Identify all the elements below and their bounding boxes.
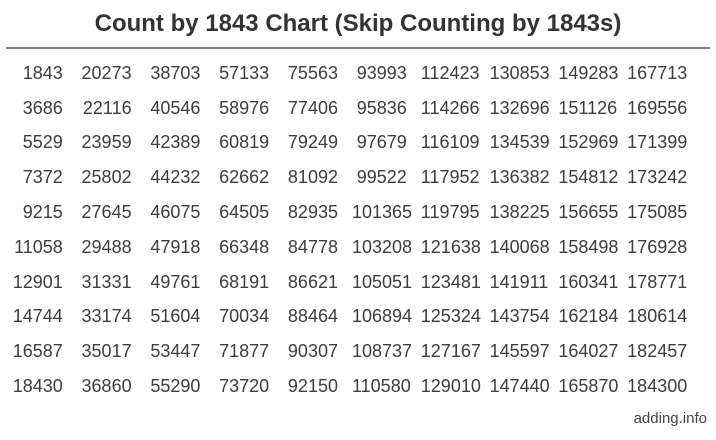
grid-cell: 12901 xyxy=(12,271,63,292)
grid-cell: 25802 xyxy=(81,167,132,188)
grid-cell: 164027 xyxy=(558,341,619,362)
grid-cell: 71877 xyxy=(219,341,270,362)
grid-cell: 145597 xyxy=(489,341,550,362)
footer-site-label: adding.info xyxy=(633,410,707,427)
grid-cell: 158498 xyxy=(558,236,619,257)
grid-cell: 82935 xyxy=(287,202,338,223)
grid-cell: 42389 xyxy=(150,132,201,153)
grid-cell: 151126 xyxy=(558,97,618,118)
grid-cell: 143754 xyxy=(489,306,550,327)
grid-cell: 53447 xyxy=(150,341,201,362)
grid-cell: 60819 xyxy=(219,132,270,153)
grid-cell: 147440 xyxy=(489,376,550,397)
grid-cell: 108737 xyxy=(351,341,413,362)
grid-cell: 22116 xyxy=(82,97,132,118)
grid-row xyxy=(8,334,696,369)
grid-cell: 11058 xyxy=(14,236,63,257)
grid-cell: 110580 xyxy=(351,376,411,397)
grid-cell: 62662 xyxy=(219,167,270,188)
grid-cell: 129010 xyxy=(420,376,481,397)
grid-cell: 1843 xyxy=(22,62,63,83)
grid-cell: 86621 xyxy=(287,271,338,292)
grid-cell: 81092 xyxy=(287,167,338,188)
grid-cell: 105051 xyxy=(351,271,413,292)
grid-cell: 9215 xyxy=(22,202,63,223)
grid-cell: 70034 xyxy=(219,306,270,327)
grid-cell: 57133 xyxy=(219,62,270,83)
grid-cell: 64505 xyxy=(219,202,270,223)
grid-cell: 101365 xyxy=(351,202,413,223)
grid-cell: 33174 xyxy=(81,306,132,327)
grid-cell: 29488 xyxy=(81,236,132,257)
grid-cell: 165870 xyxy=(558,376,619,397)
grid-row xyxy=(8,230,696,265)
grid-cell: 162184 xyxy=(558,306,619,327)
grid-cell: 140068 xyxy=(489,236,550,257)
grid-cell: 136382 xyxy=(489,167,550,188)
grid-cell: 79249 xyxy=(287,132,338,153)
grid-cell: 58976 xyxy=(219,97,270,118)
grid-cell: 35017 xyxy=(81,341,132,362)
grid-cell: 16587 xyxy=(12,341,63,362)
grid-cell: 119795 xyxy=(420,202,480,223)
grid-cell: 116109 xyxy=(420,132,480,153)
grid-cell: 184300 xyxy=(627,376,688,397)
grid-row xyxy=(8,160,696,195)
grid-cell: 46075 xyxy=(150,202,201,223)
grid-cell: 14744 xyxy=(12,306,63,327)
grid-cell: 5529 xyxy=(22,132,63,153)
grid-cell: 75563 xyxy=(287,62,338,83)
grid-cell: 20273 xyxy=(81,62,132,83)
grid-cell: 18430 xyxy=(12,376,63,397)
grid-cell: 160341 xyxy=(558,271,619,292)
skip-counting-grid xyxy=(8,56,696,404)
grid-row xyxy=(8,56,696,91)
grid-cell: 125324 xyxy=(420,306,481,327)
grid-cell: 95836 xyxy=(356,97,407,118)
grid-cell: 178771 xyxy=(627,271,688,292)
grid-cell: 175085 xyxy=(627,202,688,223)
grid-cell: 121638 xyxy=(420,236,481,257)
grid-cell: 73720 xyxy=(219,376,270,397)
grid-cell: 68191 xyxy=(219,271,270,292)
grid-cell: 138225 xyxy=(489,202,550,223)
grid-cell: 3686 xyxy=(22,97,63,118)
grid-cell: 77406 xyxy=(287,97,338,118)
grid-cell: 36860 xyxy=(81,376,132,397)
grid-cell: 176928 xyxy=(627,236,688,257)
grid-row xyxy=(8,265,696,300)
grid-cell: 117952 xyxy=(420,167,480,188)
grid-cell: 47918 xyxy=(150,236,201,257)
grid-cell: 103208 xyxy=(351,236,413,257)
grid-cell: 106894 xyxy=(351,306,413,327)
grid-cell: 171399 xyxy=(627,132,688,153)
grid-cell: 112423 xyxy=(420,62,480,83)
grid-cell: 169556 xyxy=(627,97,688,118)
grid-cell: 114266 xyxy=(420,97,480,118)
grid-cell: 134539 xyxy=(489,132,550,153)
grid-cell: 97679 xyxy=(356,132,407,153)
grid-cell: 154812 xyxy=(558,167,619,188)
grid-row xyxy=(8,126,696,161)
grid-cell: 40546 xyxy=(150,97,201,118)
grid-cell: 173242 xyxy=(627,167,688,188)
grid-row xyxy=(8,91,696,126)
grid-cell: 49761 xyxy=(150,271,201,292)
skip-counting-chart-page xyxy=(0,10,716,427)
grid-cell: 123481 xyxy=(420,271,481,292)
grid-cell: 23959 xyxy=(81,132,132,153)
title-divider xyxy=(6,47,710,49)
grid-cell: 38703 xyxy=(150,62,201,83)
grid-cell: 44232 xyxy=(150,167,201,188)
grid-cell: 51604 xyxy=(150,306,201,327)
grid-cell: 132696 xyxy=(489,97,550,118)
grid-cell: 141911 xyxy=(489,271,549,292)
grid-cell: 167713 xyxy=(627,62,688,83)
grid-cell: 152969 xyxy=(558,132,619,153)
grid-cell: 127167 xyxy=(420,341,481,362)
grid-cell: 90307 xyxy=(287,341,338,362)
page-title: Count by 1843 Chart (Skip Counting by 1843s) xyxy=(94,10,622,37)
grid-cell: 182457 xyxy=(627,341,688,362)
grid-cell: 99522 xyxy=(356,167,407,188)
grid-row xyxy=(8,369,696,404)
grid-cell: 55290 xyxy=(150,376,201,397)
grid-cell: 7372 xyxy=(22,167,63,188)
grid-cell: 88464 xyxy=(287,306,338,327)
grid-cell: 27645 xyxy=(81,202,132,223)
grid-cell: 93993 xyxy=(356,62,407,83)
grid-row xyxy=(8,195,696,230)
grid-cell: 84778 xyxy=(287,236,338,257)
grid-cell: 130853 xyxy=(489,62,550,83)
grid-cell: 92150 xyxy=(287,376,338,397)
grid-row xyxy=(8,300,696,335)
grid-cell: 31331 xyxy=(81,271,132,292)
grid-cell: 180614 xyxy=(627,306,688,327)
grid-cell: 66348 xyxy=(219,236,270,257)
grid-cell: 149283 xyxy=(558,62,619,83)
grid-cell: 156655 xyxy=(558,202,619,223)
